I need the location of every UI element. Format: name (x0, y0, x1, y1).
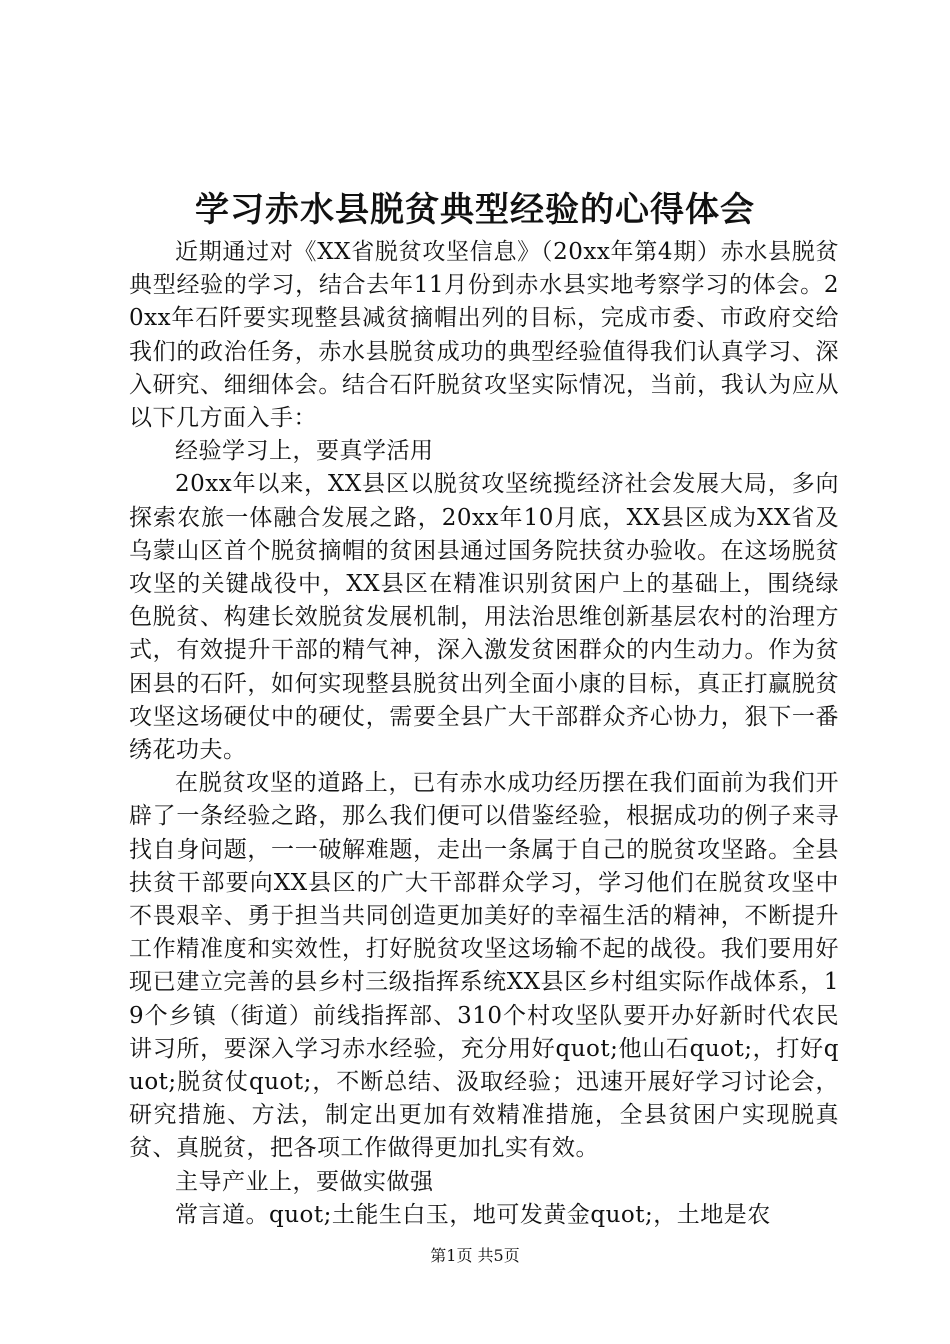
document-title: 学习赤水县脱贫典型经验的心得体会 (195, 190, 755, 230)
paragraph-experience-2: 在脱贫攻坚的道路上，已有赤水成功经历摆在我们面前为我们开辟了一条经验之路，那么我们便可以借鉴经验，根据成功的例子来寻找自身问题，一一破解难题，走出一条属于自己的脱贫攻坚路。全县扶贫干部要向XX县区的广大干部群众学习，学习他们在脱贫攻坚中不畏艰辛、勇于担当共同创造更加美好的幸福生活的精神，不断提升工作精准度和实效性，打好脱贫攻坚这场输不起的战役。我们要用好现已建立完善的县乡村三级指挥系统XX县区乡村组实际作战体系，19个乡镇（街道）前线指挥部、310个村攻坚队要开办好新时代农民讲习所，要深入学习赤水经验，充分用好quot;他山石quot;，打好quot;脱贫仗quot;，不断总结、汲取经验；迅速开展好学习讨论会，研究措施、方法，制定出更加有效精准措施，全县贫困户实现脱真贫、真脱贫，把各项工作做得更加扎实有效。 (129, 770, 839, 1162)
section-heading-experience: 经验学习上，要真学活用 (175, 438, 434, 465)
section-heading-industry: 主导产业上，要做实做强 (175, 1168, 434, 1195)
paragraph-industry-1: 常言道。quot;土能生白玉，地可发黄金quot;，土地是农 (175, 1201, 771, 1228)
document-body (129, 236, 839, 1232)
page-footer: 第1页 共5页 (430, 1246, 520, 1265)
paragraph-intro: 近期通过对《XX省脱贫攻坚信息》（20xx年第4期）赤水县脱贫典型经验的学习，结合去年11月份到赤水县实地考察学习的体会。20xx年石阡要实现整县减贫摘帽出列的目标，完成市委、市政府交给我们的政治任务，赤水县脱贫成功的典型经验值得我们认真学习、深入研究、细细体会。结合石阡脱贫攻坚实际情况，当前，我认为应从以下几方面入手： (129, 239, 839, 432)
paragraph-experience-1: 20xx年以来，XX县区以脱贫攻坚统揽经济社会发展大局，多向探索农旅一体融合发展之路，20xx年10月底，XX县区成为XX省及乌蒙山区首个脱贫摘帽的贫困县通过国务院扶贫办验收。在这场脱贫攻坚的关键战役中，XX县区在精准识别贫困户上的基础上，围绕绿色脱贫、构建长效脱贫发展机制，用法治思维创新基层农村的治理方式，有效提升干部的精气神，深入激发贫困群众的内生动力。作为贫困县的石阡，如何实现整县脱贫出列全面小康的目标，真正打赢脱贫攻坚这场硬仗中的硬仗，需要全县广大干部群众齐心协力，狠下一番绣花功夫。 (129, 471, 839, 764)
